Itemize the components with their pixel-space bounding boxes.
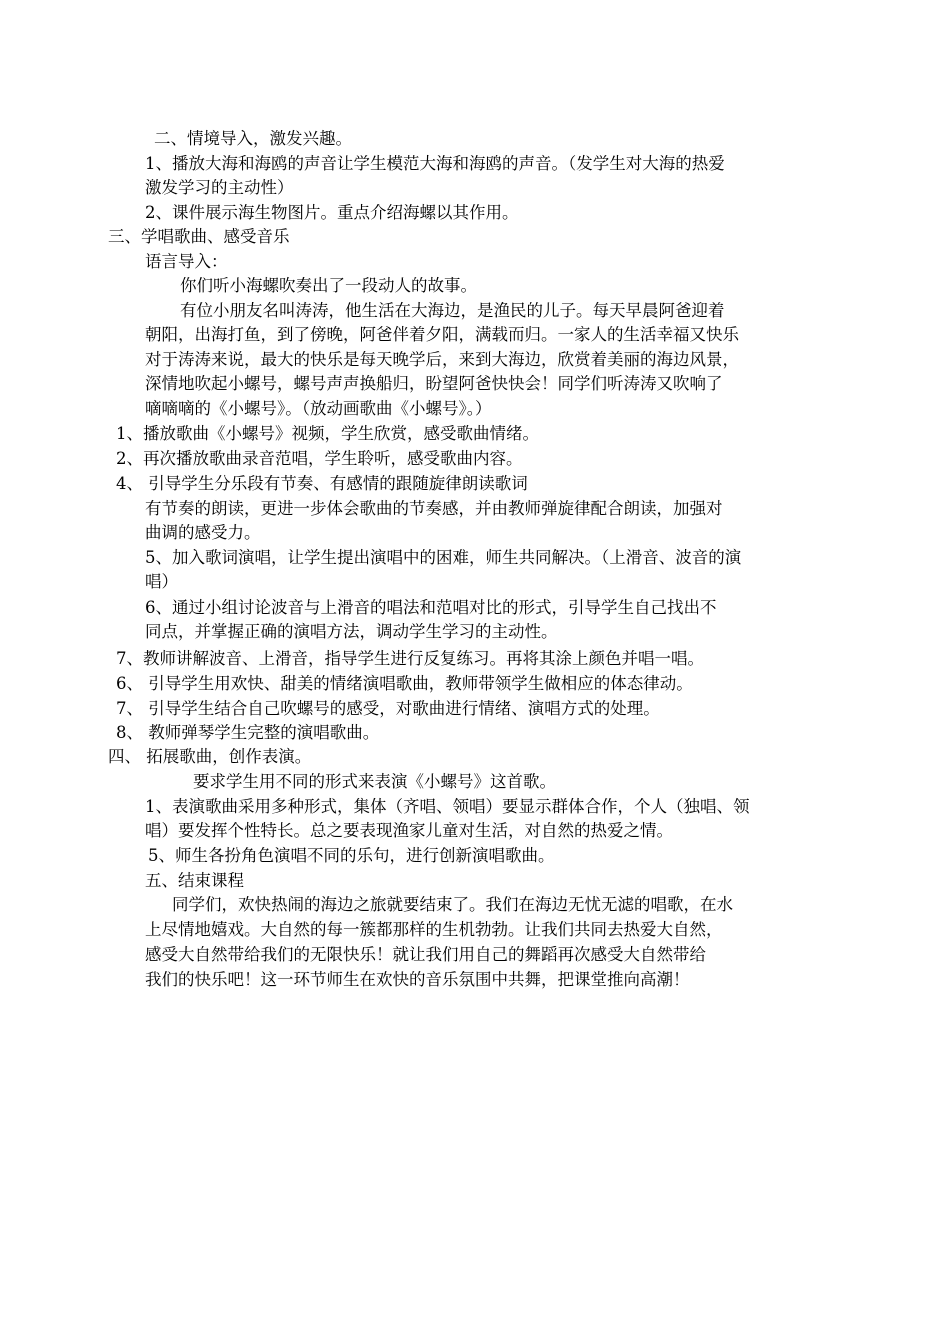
- paragraph-line: 朝阳，出海打鱼，到了傍晚，阿爸伴着夕阳，满载而归。一家人的生活幸福又快乐: [145, 325, 739, 344]
- paragraph-line: 对于涛涛来说，最大的快乐是每天晚学后，来到大海边，欣赏着美丽的海边风景，: [145, 350, 739, 369]
- paragraph-line: 1、表演歌曲采用多种形式，集体（齐唱、领唱）要显示群体合作，个人（独唱、领: [145, 797, 750, 816]
- paragraph-line: 2、课件展示海生物图片。重点介绍海螺以其作用。: [145, 203, 519, 222]
- paragraph-line: 有节奏的朗读，更进一步体会歌曲的节奏感，并由教师弹旋律配合朗读，加强对: [145, 499, 723, 518]
- list-item: 5、师生各扮角色演唱不同的乐句，进行创新演唱歌曲。: [148, 846, 555, 865]
- section-heading-3: 三、学唱歌曲、感受音乐: [108, 227, 290, 246]
- section-heading-4: 四、 拓展歌曲，创作表演。: [108, 747, 312, 766]
- paragraph-line: 同学们，欢快热闹的海边之旅就要结束了。我们在海边无忧无滤的唱歌，在水: [172, 895, 733, 914]
- paragraph-line: 激发学习的主动性）: [145, 178, 294, 197]
- paragraph-line: 语言导入：: [145, 252, 228, 271]
- paragraph-line: 嘀嘀嘀的《小螺号》。（放动画歌曲《小螺号》。）: [145, 399, 492, 418]
- paragraph-line: 5、加入歌词演唱，让学生提出演唱中的困难，师生共同解决。（上滑音、波音的演: [145, 548, 742, 567]
- paragraph-line: 6、通过小组讨论波音与上滑音的唱法和范唱对比的形式，引导学生自己找出不: [145, 598, 717, 617]
- paragraph-line: 有位小朋友名叫涛涛，他生活在大海边，是渔民的儿子。每天早晨阿爸迎着: [180, 301, 725, 320]
- paragraph-line: 感受大自然带给我们的无限快乐！就让我们用自己的舞蹈再次感受大自然带给: [145, 945, 706, 964]
- paragraph-line: 要求学生用不同的形式来表演《小螺号》这首歌。: [193, 772, 556, 791]
- list-item: 6、 引导学生用欢快、甜美的情绪演唱歌曲，教师带领学生做相应的体态律动。: [116, 674, 693, 693]
- list-item: 7、 引导学生结合自己吹螺号的感受，对歌曲进行情绪、演唱方式的处理。: [116, 699, 660, 718]
- paragraph-line: 同点，并掌握正确的演唱方法，调动学生学习的主动性。: [145, 622, 558, 641]
- list-item: 1、播放歌曲《小螺号》视频，学生欣赏，感受歌曲情绪。: [116, 424, 539, 443]
- paragraph-line: 我们的快乐吧！这一环节师生在欢快的音乐氛围中共舞，把课堂推向高潮！: [145, 970, 690, 989]
- list-item: 2、再次播放歌曲录音范唱，学生聆听，感受歌曲内容。: [116, 449, 523, 468]
- paragraph-line: 唱）要发挥个性特长。总之要表现渔家儿童对生活，对自然的热爱之情。: [145, 821, 673, 840]
- list-item: 4、 引导学生分乐段有节奏、有感情的跟随旋律朗读歌词: [116, 474, 528, 493]
- paragraph-line: 深情地吹起小螺号，螺号声声换船归，盼望阿爸快快会！同学们听涛涛又吹响了: [145, 374, 723, 393]
- section-heading-5: 五、结束课程: [145, 871, 244, 890]
- list-item: 8、 教师弹琴学生完整的演唱歌曲。: [116, 723, 380, 742]
- paragraph-line: 唱）: [145, 572, 178, 591]
- paragraph-line: 你们听小海螺吹奏出了一段动人的故事。: [180, 276, 477, 295]
- paragraph-line: 曲调的感受力。: [145, 523, 261, 542]
- paragraph-line: 1、播放大海和海鸥的声音让学生模范大海和海鸥的声音。（发学生对大海的热爱: [145, 154, 725, 173]
- list-item: 7、教师讲解波音、上滑音，指导学生进行反复练习。再将其涂上颜色并唱一唱。: [116, 649, 704, 668]
- section-heading-2: 二、情境导入，激发兴趣。: [154, 129, 352, 148]
- paragraph-line: 上尽情地嬉戏。大自然的每一簇都那样的生机勃勃。让我们共同去热爱大自然，: [145, 920, 723, 939]
